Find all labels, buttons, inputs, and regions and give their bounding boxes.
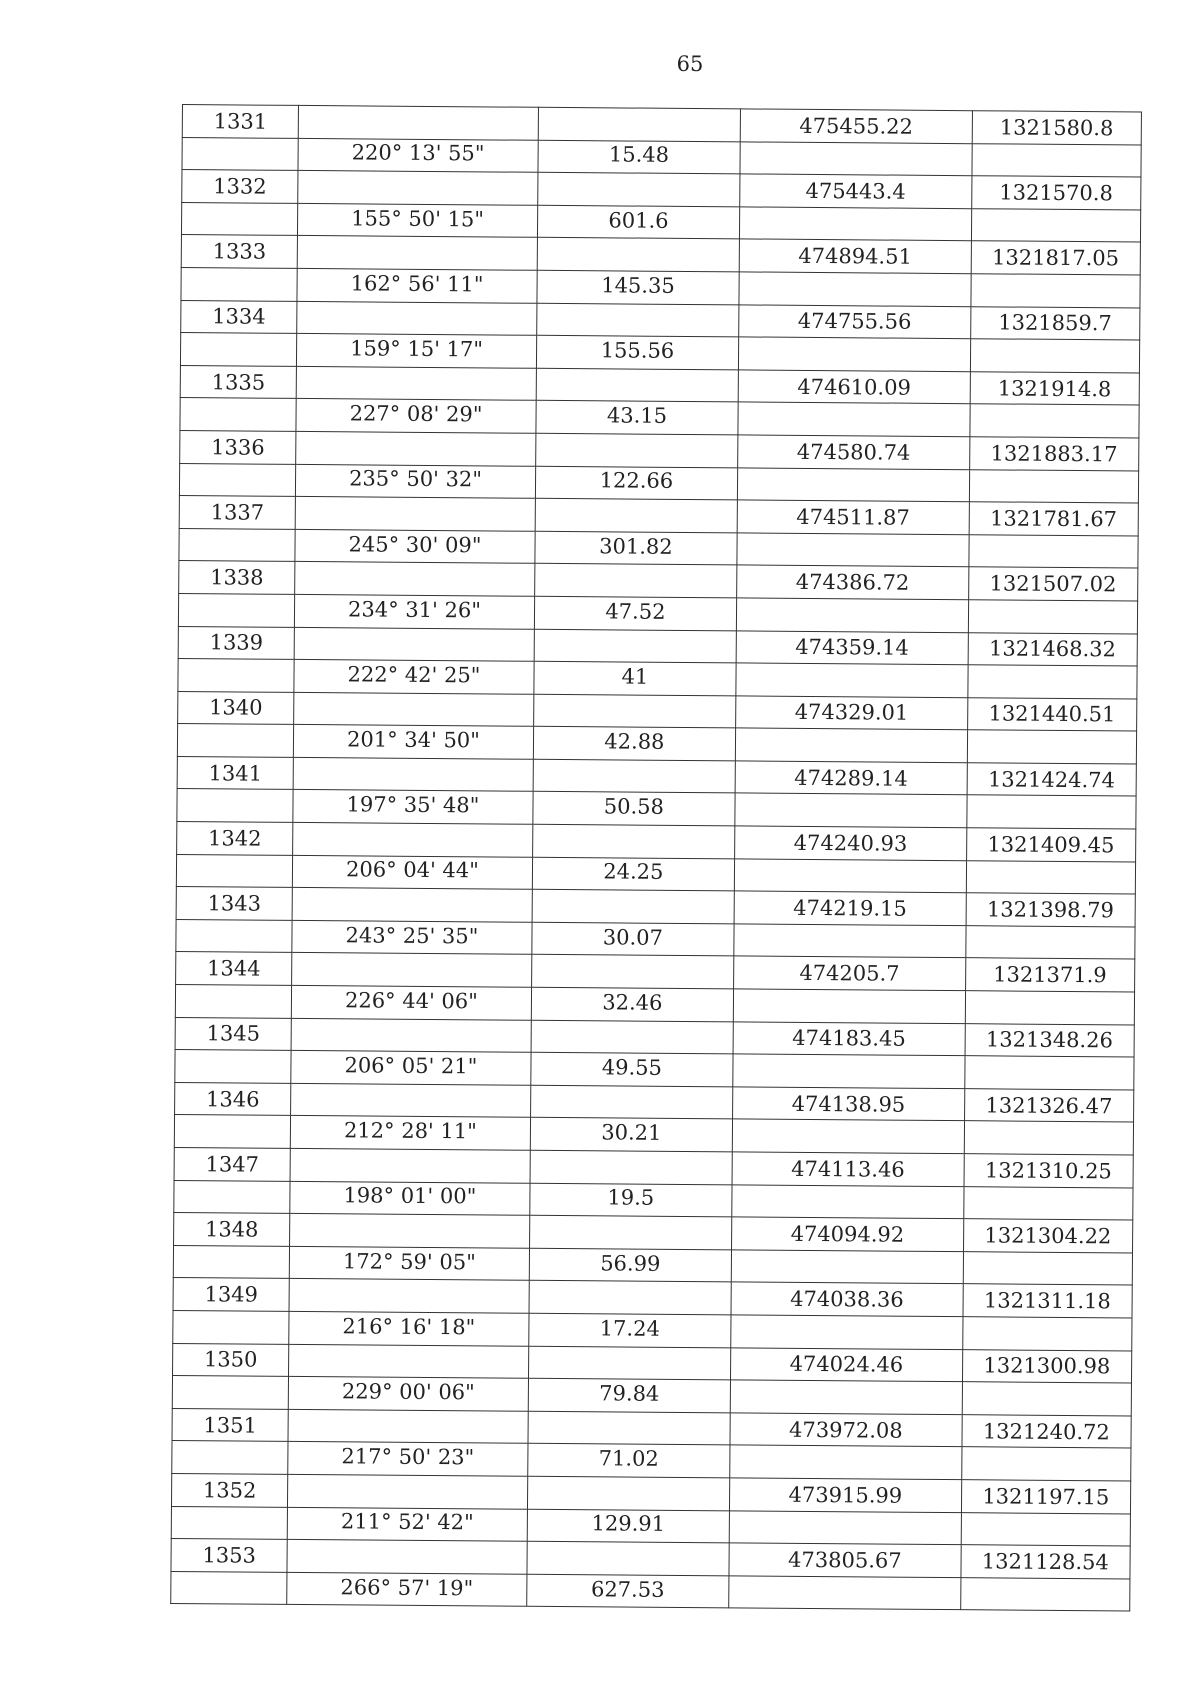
bearing-value (290, 1116, 530, 1150)
distance-value-text: 47.52 (605, 599, 666, 624)
empty-cell (729, 1576, 961, 1610)
easting-value: 1321326.47 (964, 1088, 1134, 1122)
empty-cell (297, 236, 537, 270)
bearing-value (292, 920, 532, 954)
empty-cell (177, 724, 293, 758)
empty-cell (532, 824, 735, 858)
coordinate-table (170, 104, 1142, 1612)
easting-value: 1321300.98 (962, 1349, 1132, 1383)
empty-cell (178, 659, 294, 693)
northing-value: 474610.09 (738, 370, 970, 404)
distance-value (530, 1183, 733, 1217)
bearing-value (289, 1311, 529, 1345)
distance-value (529, 1313, 732, 1347)
empty-cell (736, 663, 968, 697)
easting-value: 1321440.51 (967, 697, 1137, 731)
empty-cell (533, 759, 736, 793)
northing-value: 474894.51 (739, 239, 971, 273)
station-id: 1343 (176, 887, 292, 921)
empty-cell (964, 1056, 1134, 1090)
bearing-value (294, 725, 534, 759)
easting-value: 1321310.25 (964, 1154, 1134, 1188)
empty-cell (297, 301, 537, 335)
station-id: 1344 (176, 952, 292, 986)
station-id: 1336 (180, 430, 296, 464)
northing-value: 474038.36 (731, 1282, 963, 1316)
bearing-value-text: 229° 00' 06" (341, 1379, 475, 1405)
easting-value: 1321128.54 (960, 1545, 1130, 1579)
bearing-value-text: 206° 05' 21" (344, 1053, 478, 1079)
empty-cell (292, 888, 532, 922)
northing-value: 474359.14 (736, 630, 968, 664)
empty-cell (293, 757, 533, 791)
empty-cell (529, 1215, 732, 1249)
empty-cell (738, 402, 970, 436)
bearing-value-text: 198° 01' 00" (343, 1183, 477, 1209)
station-id: 1351 (172, 1408, 288, 1442)
easting-value: 1321240.72 (961, 1414, 1131, 1448)
distance-value (531, 1052, 734, 1086)
bearing-value (297, 334, 537, 368)
distance-value-text: 15.48 (608, 142, 670, 168)
empty-cell (967, 665, 1137, 699)
distance-value-text: 50.58 (603, 794, 665, 820)
bearing-value (288, 1377, 528, 1411)
empty-cell (532, 890, 735, 924)
distance-value-text: 145.35 (601, 273, 675, 298)
distance-value (531, 987, 734, 1021)
station-id: 1349 (173, 1278, 289, 1312)
station-id: 1350 (173, 1343, 289, 1377)
empty-cell (963, 1251, 1133, 1285)
station-id: 1339 (178, 626, 294, 660)
empty-cell (970, 339, 1140, 373)
bearing-value-text: 159° 15' 17" (350, 336, 484, 362)
station-id: 1347 (174, 1147, 290, 1181)
bearing-value-text: 235° 50' 32" (349, 466, 483, 492)
empty-cell (965, 991, 1135, 1025)
distance-value-text: 79.84 (599, 1381, 660, 1406)
easting-value: 1321311.18 (963, 1284, 1133, 1318)
empty-cell (969, 404, 1139, 438)
bearing-value-text: 227° 08' 29" (349, 401, 483, 427)
northing-value: 474205.7 (734, 956, 966, 990)
northing-value: 475443.4 (740, 174, 972, 208)
bearing-value-text: 226° 44' 06" (344, 988, 478, 1014)
empty-cell (967, 730, 1137, 764)
empty-cell (528, 1411, 731, 1445)
distance-value (533, 727, 736, 761)
empty-cell (291, 1018, 531, 1052)
bearing-value-text: 201° 34' 50" (346, 727, 480, 753)
bearing-value-text: 234° 31' 26" (348, 597, 482, 623)
distance-value (532, 857, 735, 891)
distance-value (532, 922, 735, 956)
empty-cell (740, 141, 972, 175)
bearing-value (287, 1507, 527, 1541)
bearing-value-text: 217° 50' 23" (341, 1444, 475, 1470)
empty-cell (177, 789, 293, 823)
northing-value: 474755.56 (739, 304, 971, 338)
bearing-value (289, 1246, 529, 1280)
empty-cell (295, 562, 535, 596)
station-id: 1348 (174, 1213, 290, 1247)
bearing-value (291, 985, 531, 1019)
bearing-value-text: 212° 28' 11" (343, 1118, 477, 1144)
distance-value (529, 1248, 732, 1282)
empty-cell (536, 368, 739, 402)
empty-cell (527, 1476, 730, 1510)
empty-cell (731, 1250, 963, 1284)
empty-cell (291, 1083, 531, 1117)
empty-cell (966, 795, 1136, 829)
bearing-value (298, 203, 538, 237)
bearing-value-text: 220° 13' 55" (351, 140, 485, 166)
station-id: 1341 (177, 756, 293, 790)
station-id: 1338 (179, 561, 295, 595)
empty-cell (290, 1214, 530, 1248)
empty-cell (179, 463, 295, 497)
empty-cell (731, 1315, 963, 1349)
distance-value (536, 401, 739, 435)
empty-cell (534, 564, 737, 598)
bearing-value-text: 206° 04' 44" (345, 857, 479, 883)
empty-cell (740, 207, 972, 241)
empty-cell (294, 692, 534, 726)
empty-cell (538, 107, 741, 141)
bearing-value (294, 659, 534, 693)
bearing-value (291, 1051, 531, 1085)
distance-value (528, 1378, 731, 1412)
empty-cell (292, 953, 532, 987)
easting-value: 1321570.8 (971, 176, 1141, 210)
distance-value-text: 24.25 (603, 859, 664, 885)
distance-value-text: 30.21 (601, 1120, 662, 1145)
empty-cell (176, 919, 292, 953)
northing-value: 474386.72 (737, 565, 969, 599)
distance-value-text: 155.56 (600, 338, 675, 363)
bearing-value (287, 1572, 527, 1606)
distance-value (530, 1118, 733, 1152)
station-id: 1331 (182, 105, 298, 139)
coordinate-table-body (171, 105, 1142, 1612)
distance-value (536, 335, 739, 369)
bearing-value (296, 464, 536, 498)
empty-cell (290, 1148, 530, 1182)
station-id: 1352 (171, 1473, 287, 1507)
empty-cell (287, 1539, 527, 1573)
distance-value (537, 205, 740, 239)
empty-cell (180, 398, 296, 432)
northing-value: 474024.46 (731, 1347, 963, 1381)
empty-cell (289, 1344, 529, 1378)
easting-value: 1321197.15 (961, 1480, 1131, 1514)
bearing-value-text: 162° 56' 11" (350, 271, 484, 297)
easting-value: 1321580.8 (972, 111, 1142, 145)
empty-cell (966, 860, 1136, 894)
empty-cell (298, 105, 538, 139)
empty-cell (736, 598, 968, 632)
empty-cell (171, 1506, 287, 1540)
easting-value: 1321348.26 (965, 1023, 1135, 1057)
distance-value (538, 140, 741, 174)
easting-value: 1321409.45 (966, 828, 1136, 862)
empty-cell (173, 1310, 289, 1344)
empty-cell (182, 137, 298, 171)
northing-value: 474580.74 (738, 435, 970, 469)
empty-cell (730, 1380, 962, 1414)
distance-value (534, 661, 737, 695)
empty-cell (178, 593, 294, 627)
station-id: 1342 (177, 822, 293, 856)
empty-cell (960, 1577, 1130, 1611)
empty-cell (529, 1281, 732, 1315)
empty-cell (174, 1115, 290, 1149)
bearing-value (297, 268, 537, 302)
empty-cell (963, 1186, 1133, 1220)
empty-cell (296, 431, 536, 465)
empty-cell (298, 171, 538, 205)
northing-value: 473805.67 (729, 1543, 961, 1577)
empty-cell (734, 859, 966, 893)
empty-cell (961, 1512, 1131, 1546)
empty-cell (970, 274, 1140, 308)
station-id: 1337 (179, 496, 295, 530)
empty-cell (171, 1571, 287, 1605)
empty-cell (534, 629, 737, 663)
empty-cell (961, 1447, 1131, 1481)
empty-cell (962, 1317, 1132, 1351)
distance-value-text: 43.15 (606, 403, 668, 428)
distance-value-text: 71.02 (598, 1446, 659, 1471)
station-id: 1353 (171, 1539, 287, 1573)
bearing-value (295, 529, 535, 563)
empty-cell (969, 469, 1139, 503)
bearing-value-text: 211° 52' 42" (340, 1509, 474, 1535)
northing-value: 474113.46 (732, 1152, 964, 1186)
easting-value: 1321781.67 (969, 502, 1139, 536)
empty-cell (180, 333, 296, 367)
empty-cell (734, 924, 966, 958)
empty-cell (294, 627, 534, 661)
distance-value-text: 19.5 (607, 1185, 655, 1211)
distance-value-text: 56.99 (600, 1250, 661, 1276)
bearing-value (293, 790, 533, 824)
empty-cell (175, 985, 291, 1019)
easting-value: 1321398.79 (966, 893, 1136, 927)
empty-cell (536, 303, 739, 337)
northing-value: 474094.92 (732, 1217, 964, 1251)
distance-value (537, 270, 740, 304)
northing-value: 474289.14 (735, 761, 967, 795)
northing-value: 475455.22 (740, 109, 972, 143)
bearing-value (288, 1442, 528, 1476)
easting-value: 1321914.8 (970, 371, 1140, 405)
empty-cell (968, 600, 1138, 634)
empty-cell (173, 1245, 289, 1279)
empty-cell (530, 1085, 733, 1119)
empty-cell (968, 534, 1138, 568)
empty-cell (737, 467, 969, 501)
northing-value: 474183.45 (733, 1021, 965, 1055)
bearing-value-text: 222° 42' 25" (347, 662, 481, 688)
distance-value-text: 30.07 (602, 924, 664, 950)
distance-value (533, 792, 736, 826)
northing-value: 474219.15 (734, 891, 966, 925)
empty-cell (293, 822, 533, 856)
bearing-value-text: 216° 16' 18" (342, 1314, 476, 1340)
distance-value-text: 32.46 (602, 990, 663, 1015)
station-id: 1333 (181, 235, 297, 269)
distance-value (534, 596, 737, 630)
empty-cell (527, 1541, 730, 1575)
easting-value: 1321859.7 (970, 306, 1140, 340)
easting-value: 1321468.32 (968, 632, 1138, 666)
easting-value: 1321304.22 (963, 1219, 1133, 1253)
northing-value: 473972.08 (730, 1413, 962, 1447)
bearing-value-text: 155° 50' 15" (351, 205, 485, 231)
northing-value: 474329.01 (736, 696, 968, 730)
empty-cell (295, 497, 535, 531)
empty-cell (175, 1050, 291, 1084)
northing-value: 474240.93 (735, 826, 967, 860)
distance-value (535, 466, 738, 500)
distance-value-text: 17.24 (599, 1316, 660, 1341)
empty-cell (735, 728, 967, 762)
distance-value (527, 1444, 730, 1478)
empty-cell (530, 1150, 733, 1184)
empty-cell (739, 272, 971, 306)
bearing-value-text: 243° 25' 35" (345, 922, 479, 948)
bearing-value (298, 138, 538, 172)
empty-cell (176, 854, 292, 888)
bearing-value-text: 266° 57' 19" (340, 1574, 474, 1600)
empty-cell (172, 1441, 288, 1475)
empty-cell (964, 1121, 1134, 1155)
empty-cell (965, 926, 1135, 960)
distance-value-text: 49.55 (601, 1055, 663, 1080)
empty-cell (181, 267, 297, 301)
bearing-value-text: 197° 35' 48" (346, 792, 480, 818)
distance-value-text: 129.91 (591, 1511, 666, 1537)
empty-cell (962, 1382, 1132, 1416)
empty-cell (732, 1184, 964, 1218)
empty-cell (735, 793, 967, 827)
bearing-value-text: 245° 30' 09" (348, 531, 482, 557)
empty-cell (738, 337, 970, 371)
empty-cell (737, 533, 969, 567)
northing-value: 474511.87 (737, 500, 969, 534)
page-number: 65 (676, 52, 704, 76)
distance-value-text: 601.6 (608, 207, 669, 233)
empty-cell (289, 1279, 529, 1313)
station-id: 1332 (182, 170, 298, 204)
empty-cell (528, 1346, 731, 1380)
bearing-value (295, 594, 535, 628)
empty-cell (531, 1020, 734, 1054)
distance-value (527, 1509, 730, 1543)
northing-value: 473915.99 (730, 1478, 962, 1512)
empty-cell (730, 1445, 962, 1479)
bearing-value (293, 855, 533, 889)
empty-cell (732, 1119, 964, 1153)
easting-value: 1321371.9 (965, 958, 1135, 992)
empty-cell (296, 366, 536, 400)
distance-value-text: 42.88 (604, 729, 665, 754)
empty-cell (971, 143, 1141, 177)
station-id: 1335 (180, 365, 296, 399)
distance-value-text: 627.53 (590, 1576, 665, 1602)
empty-cell (733, 989, 965, 1023)
empty-cell (179, 528, 295, 562)
empty-cell (971, 208, 1141, 242)
distance-value-text: 301.82 (599, 533, 673, 559)
distance-value (526, 1574, 729, 1608)
empty-cell (729, 1510, 961, 1544)
station-id: 1346 (175, 1082, 291, 1116)
station-id: 1334 (181, 300, 297, 334)
empty-cell (172, 1376, 288, 1410)
easting-value: 1321883.17 (969, 437, 1139, 471)
easting-value: 1321424.74 (967, 763, 1137, 797)
empty-cell (174, 1180, 290, 1214)
empty-cell (531, 955, 734, 989)
empty-cell (288, 1474, 528, 1508)
bearing-value (290, 1181, 530, 1215)
empty-cell (537, 172, 740, 206)
empty-cell (181, 202, 297, 236)
empty-cell (535, 498, 738, 532)
station-id: 1345 (175, 1017, 291, 1051)
empty-cell (288, 1409, 528, 1443)
station-id: 1340 (178, 691, 294, 725)
distance-value-text: 122.66 (599, 468, 674, 494)
bearing-value (296, 399, 536, 433)
easting-value: 1321507.02 (968, 567, 1138, 601)
empty-cell (535, 433, 738, 467)
empty-cell (733, 1054, 965, 1088)
empty-cell (533, 694, 736, 728)
distance-value-text: 41 (621, 664, 649, 689)
distance-value (535, 531, 738, 565)
easting-value: 1321817.05 (971, 241, 1141, 275)
bearing-value-text: 172° 59' 05" (342, 1248, 476, 1274)
empty-cell (537, 238, 740, 272)
leg-row (171, 1571, 1130, 1611)
northing-value: 474138.95 (733, 1087, 965, 1121)
